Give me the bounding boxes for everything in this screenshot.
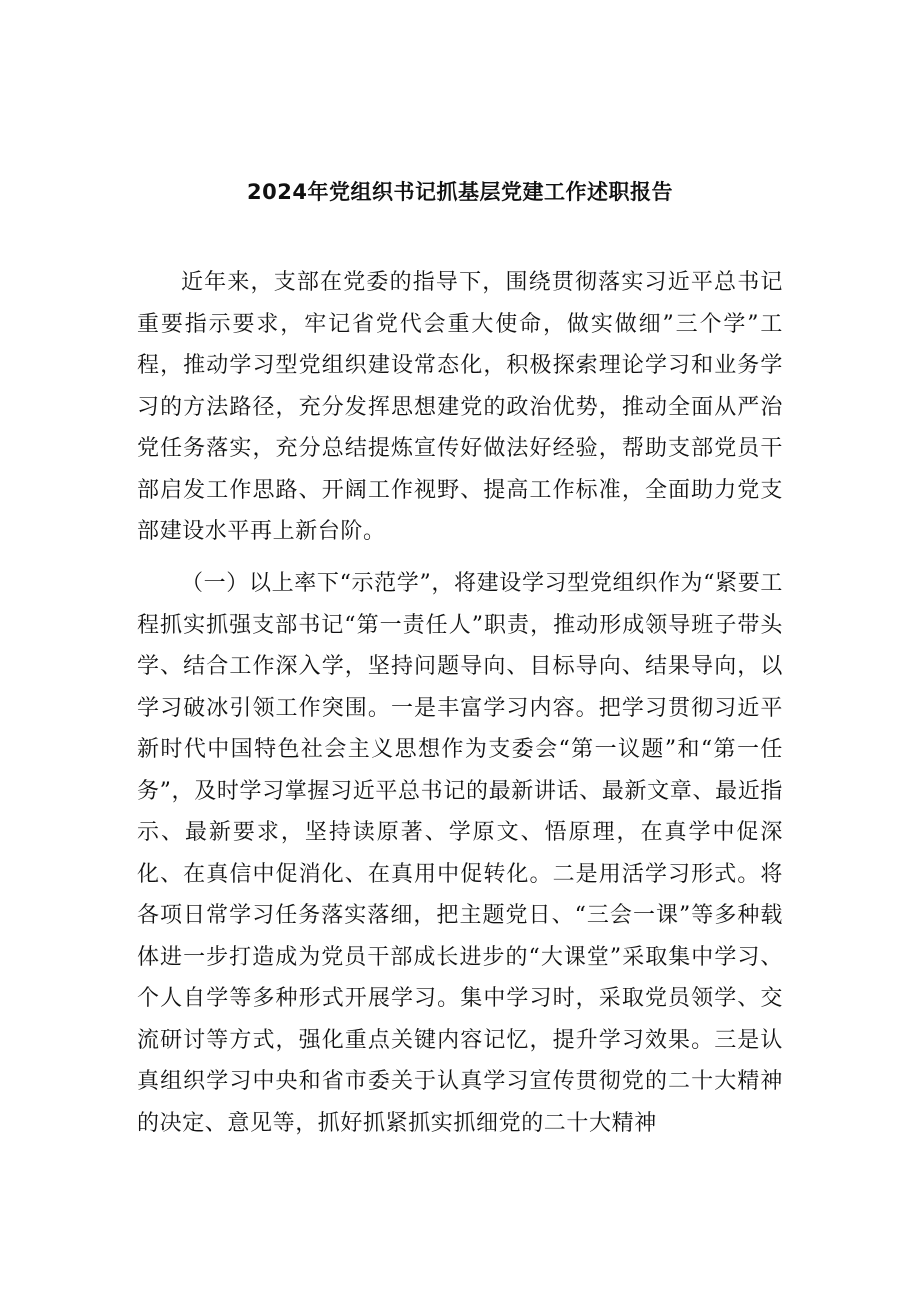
document-title: 2024年党组织书记抓基层党建工作述职报告 bbox=[247, 180, 673, 204]
paragraph-intro: 近年来，支部在党委的指导下，围绕贯彻落实习近平总书记重要指示要求，牢记省党代会重大使命，做实做细”三个学”工程，推动学习型党组织建设常态化，积极探索理论学习和业务学习的方法路径，充分发挥思想建党的政治优势，推动全面从严治党任务落实，充分总结提炼宣传好做法好经验，帮助支部党员干部启发工作思路、开阔工作视野、提高工作标准，全面助力党支部建设水平再上新台阶。 bbox=[137, 270, 783, 544]
paragraph-section-one: （一）以上率下“示范学”，将建设学习型党组织作为“紧要工程抓实抓强支部书记“第一责任人”职责，推动形成领导班子带头学、结合工作深入学，坚持问题导向、目标导向、结果导向，以学习破冰引领工作突围。一是丰富学习内容。把学习贯彻习近平新时代中国特色社会主义思想作为支委会“第一议题”和“第一任务”，及时学习掌握习近平总书记的最新讲话、最新文章、最近指示、最新要求，坚持读原著、学原文、悟原理，在真学中促深化、在真信中促消化、在真用中促转化。二是用活学习形式。将各项日常学习任务落实落细，把主题党日、“三会一课”等多种载体进一步打造成为党员干部成长进步的“大课堂”采取集中学习、个人自学等多种形式开展学习。集中学习时，采取党员领学、交流研讨等方式，强化重点关键内容记忆，提升学习效果。三是认真组织学习中央和省市委关于认真学习宣传贯彻党的二十大精神的决定、意见等，抓好抓紧抓实抓细党的二十大精神 bbox=[137, 571, 783, 1136]
